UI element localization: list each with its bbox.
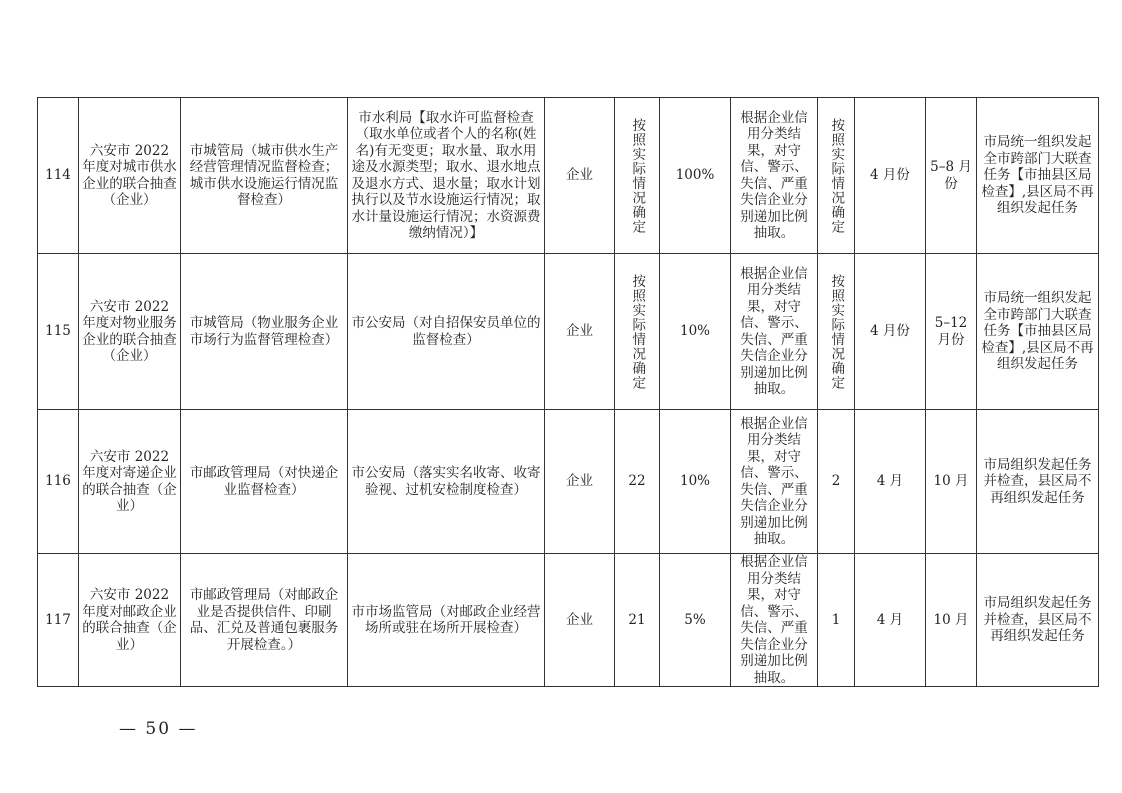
inspection-object: 企业 — [545, 554, 615, 687]
inspection-times: 按照实际情况确定 — [818, 254, 855, 410]
remarks: 市局统一组织发起全市跨部门大联查任务【市抽县区局检查】,县区局不再组织发起任务 — [977, 98, 1099, 254]
lead-department: 市城管局（物业服务企业市场行为监督管理检查） — [181, 254, 348, 410]
inspection-times: 1 — [818, 554, 855, 687]
sampling-method: 根据企业信用分类结果，对守信、警示、失信、严重失信企业分别递加比例抽取。 — [731, 410, 818, 554]
row-number: 115 — [38, 254, 79, 410]
end-time: 10 月 — [926, 554, 977, 687]
partner-department: 市公安局（落实实名收寄、收寄验视、过机安检制度检查） — [348, 410, 545, 554]
sample-ratio: 100% — [660, 98, 731, 254]
inspection-object: 企业 — [545, 410, 615, 554]
start-time: 4 月份 — [855, 98, 926, 254]
partner-department: 市水利局【取水许可监督检查（取水单位或者个人的名称(姓名)有无变更；取水量、取水用途及水源类型；取水、退水地点及退水方式、退水量；取水计划执行以及节水设施运行情况；取水计量设施运行情况；水资源费缴纳情况）】 — [348, 98, 545, 254]
start-time: 4 月份 — [855, 254, 926, 410]
remarks: 市局组织发起任务并检查，县区局不再组织发起任务 — [977, 410, 1099, 554]
task-name: 六安市 2022 年度对物业服务企业的联合抽查（企业） — [79, 254, 181, 410]
sample-ratio: 10% — [660, 254, 731, 410]
page-number: — 50 — — [119, 719, 198, 739]
partner-department: 市市场监管局（对邮政企业经营场所或驻在场所开展检查） — [348, 554, 545, 687]
inspection-object: 企业 — [545, 98, 615, 254]
sample-ratio: 5% — [660, 554, 731, 687]
end-time: 10 月 — [926, 410, 977, 554]
sample-count: 按照实际情况确定 — [615, 98, 660, 254]
end-time: 5–8 月份 — [926, 98, 977, 254]
inspection-times: 按照实际情况确定 — [818, 98, 855, 254]
table-row — [38, 410, 1099, 554]
end-time: 5–12 月份 — [926, 254, 977, 410]
remarks: 市局组织发起任务并检查，县区局不再组织发起任务 — [977, 554, 1099, 687]
sample-count: 21 — [615, 554, 660, 687]
table-row — [38, 554, 1099, 687]
task-name: 六安市 2022 年度对寄递企业的联合抽查（企业） — [79, 410, 181, 554]
sampling-method: 根据企业信用分类结果，对守信、警示、失信、严重失信企业分别递加比例抽取。 — [731, 98, 818, 254]
remarks: 市局统一组织发起全市跨部门大联查任务【市抽县区局检查】,县区局不再组织发起任务 — [977, 254, 1099, 410]
inspection-times: 2 — [818, 410, 855, 554]
lead-department: 市邮政管理局（对邮政企业是否提供信件、印刷品、汇兑及普通包裹服务开展检查。） — [181, 554, 348, 687]
task-name: 六安市 2022 年度对邮政企业的联合抽查（企业） — [79, 554, 181, 687]
sample-count: 22 — [615, 410, 660, 554]
partner-department: 市公安局（对自招保安员单位的监督检查） — [348, 254, 545, 410]
sampling-method: 根据企业信用分类结果，对守信、警示、失信、严重失信企业分别递加比例抽取。 — [731, 254, 818, 410]
row-number: 117 — [38, 554, 79, 687]
task-name: 六安市 2022 年度对城市供水企业的联合抽查（企业） — [79, 98, 181, 254]
table-row — [38, 98, 1099, 254]
inspection-plan-table — [37, 97, 1099, 687]
sample-count: 按照实际情况确定 — [615, 254, 660, 410]
sample-ratio: 10% — [660, 410, 731, 554]
row-number: 116 — [38, 410, 79, 554]
start-time: 4 月 — [855, 554, 926, 687]
sampling-method: 根据企业信用分类结果，对守信、警示、失信、严重失信企业分别递加比例抽取。 — [731, 554, 818, 687]
table-row — [38, 254, 1099, 410]
row-number: 114 — [38, 98, 79, 254]
lead-department: 市邮政管理局（对快递企业监督检查） — [181, 410, 348, 554]
start-time: 4 月 — [855, 410, 926, 554]
inspection-object: 企业 — [545, 254, 615, 410]
lead-department: 市城管局（城市供水生产经营管理情况监督检查；城市供水设施运行情况监督检查） — [181, 98, 348, 254]
